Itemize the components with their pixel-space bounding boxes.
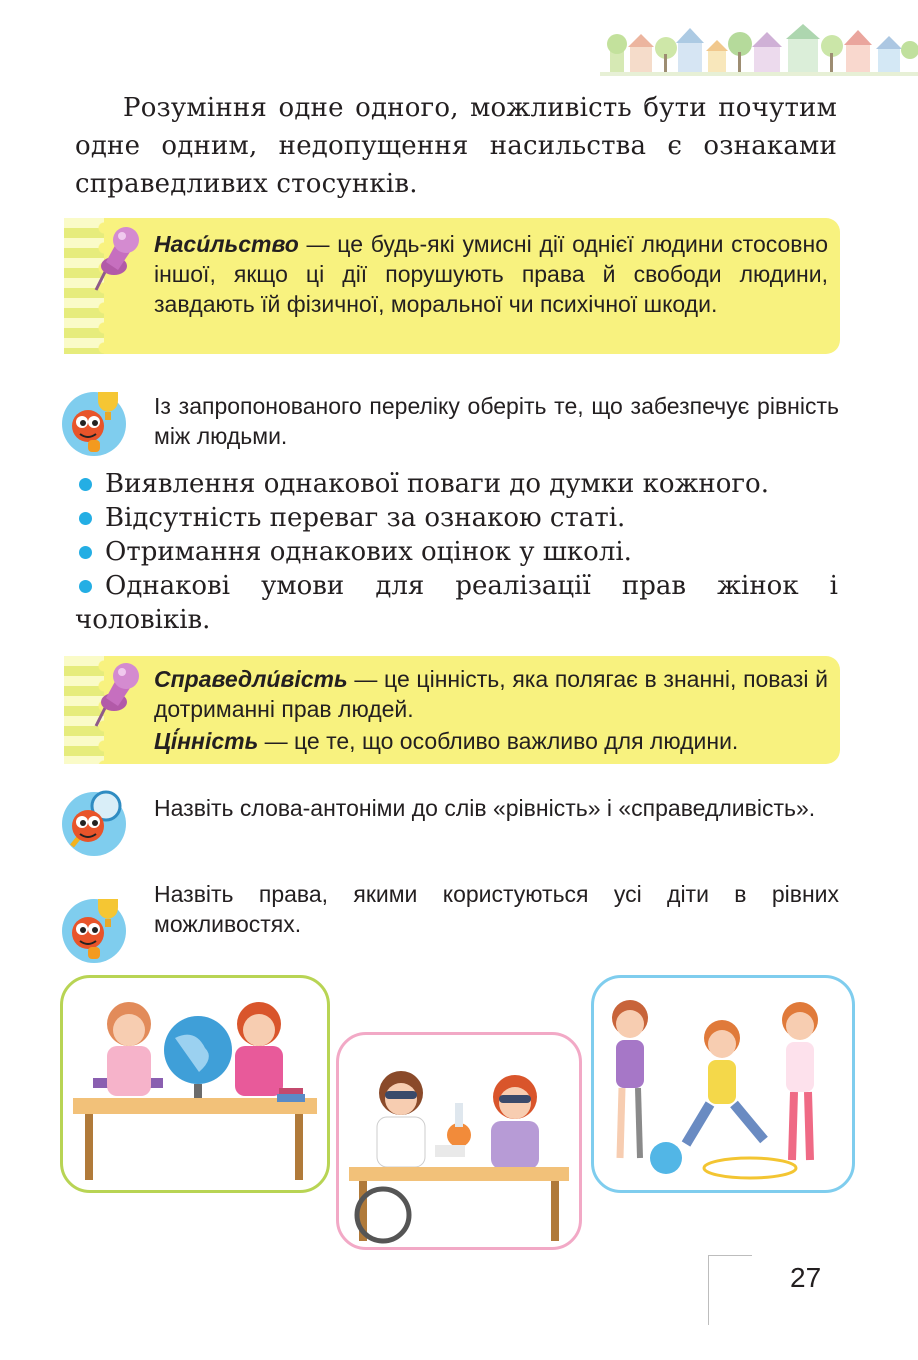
ant-trophy-icon <box>58 386 130 458</box>
list-item: Однакові умови для реалізації прав жінок і чоловіків. <box>75 571 838 635</box>
definition-justice-text <box>154 664 828 724</box>
bullet-icon <box>79 580 92 593</box>
ant-magnifier-icon <box>58 786 130 858</box>
task-equality: Із запропонованого переліку оберіть те, що забезпечує рівність між людьми. <box>154 393 839 449</box>
page-corner-divider <box>708 1255 752 1256</box>
illustration-girls-globe <box>60 975 330 1193</box>
equality-list <box>75 467 838 637</box>
bullet-icon <box>79 478 92 491</box>
illustration-kids-sports <box>591 975 855 1193</box>
list-item: Виявлення однакової поваги до думки кожного. <box>75 467 838 501</box>
page-number: 27 <box>790 1262 822 1293</box>
bullet-icon <box>79 546 92 559</box>
list-item: Відсутність переваг за ознакою статі. <box>75 501 838 535</box>
term-value: Ці́нність <box>154 728 259 754</box>
definition-violence-text <box>154 229 828 319</box>
bullet-icon <box>79 512 92 525</box>
term-violence: Наси́льство <box>154 231 299 257</box>
definition-value-text <box>154 726 828 756</box>
pushpin-icon <box>92 226 144 294</box>
ant-trophy-icon <box>58 893 130 965</box>
houses-decoration <box>600 20 918 82</box>
term-justice: Справедли́вість <box>154 666 348 692</box>
illustration-science-lab <box>336 1032 582 1250</box>
task-children-rights: Назвіть права, якими користуються усі діти в рівних можливостях. <box>154 881 839 937</box>
list-item: Отримання однакових оцінок у школі. <box>75 535 838 569</box>
definition-violence-body: — це будь-які умисні дії однієї людини стосовно іншої, якщо ці дії порушують права й свободи людини, завдають їй фізичної, моральної чи психічної шкоди. <box>154 231 828 317</box>
definition-value-body: — це те, що особливо важливо для людини. <box>258 728 739 754</box>
pushpin-icon <box>92 662 144 730</box>
definition-justice-body: — це цінність, яка полягає в знанні, повазі й дотриманні прав людей. <box>154 666 828 722</box>
page-corner-divider <box>708 1255 709 1325</box>
definition-box-violence <box>64 218 840 354</box>
intro-paragraph: Розуміння одне одного, можливість бути почутим одне одним, недопущення насильства є ознаками справедливих стосунків. <box>75 93 837 199</box>
task-antonyms: Назвіть слова-антоніми до слів «рівність» і «справедливість». <box>154 795 816 821</box>
definition-box-justice <box>64 656 840 764</box>
